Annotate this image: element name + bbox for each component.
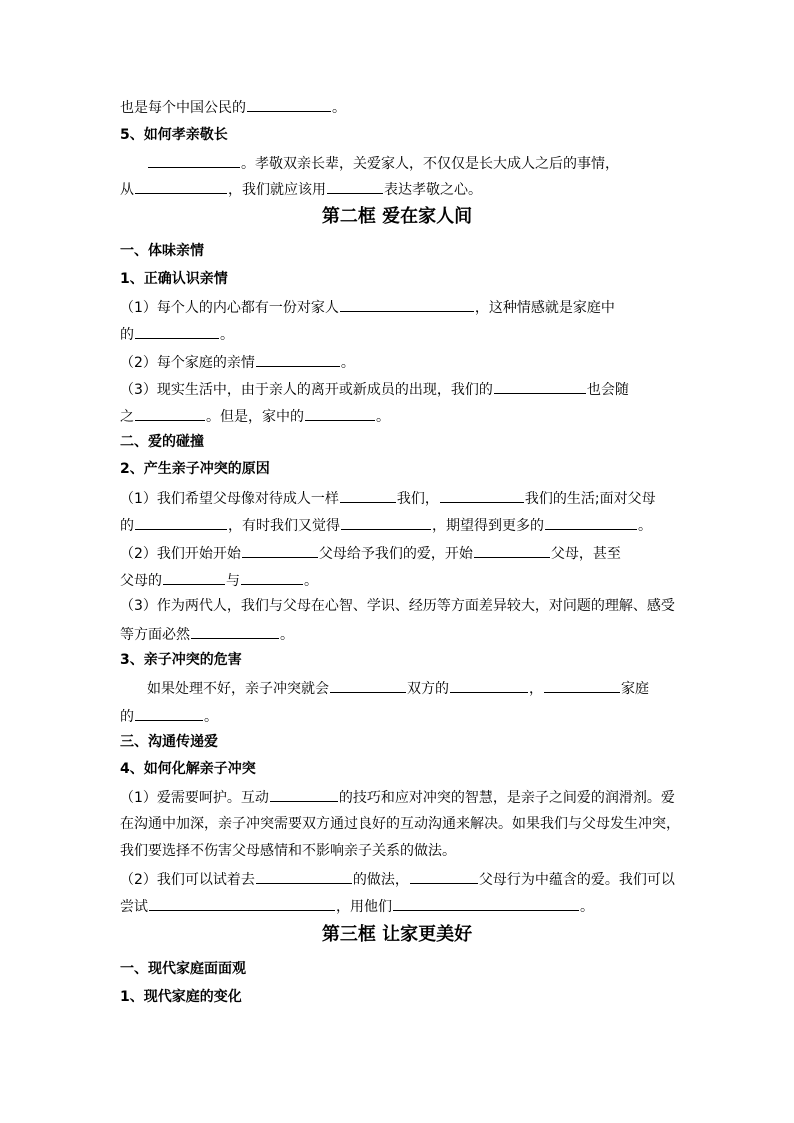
paragraph-line: 从 ，我们就应该用 表达孝敬之心。 [120,179,680,199]
blank[interactable] [163,570,225,585]
blank[interactable] [341,515,431,530]
blank[interactable] [191,624,279,639]
paragraph-line: 的 ，有时我们又觉得 ，期望得到更多的 。 [120,515,680,535]
paragraph-line: 尝试 ，用他们 。 [120,896,680,916]
paragraph-line: 在沟通中加深，亲子冲突需要双方通过良好的互动沟通来解决。如果我们与父母发生冲突， [120,816,680,832]
paragraph-line: （2）我们开始开始 父母给予我们的爱，开始 父母，甚至 [120,543,680,563]
paragraph-line: 的 。 [120,324,680,344]
item-heading: 2、产生亲子冲突的原因 [120,461,270,477]
subsection-heading: 二、爱的碰撞 [120,434,204,450]
blank[interactable] [135,179,227,194]
section-title: 第三框 让家更美好 [321,924,473,945]
paragraph-line: 我们要选择不伤害父母感情和不影响亲子关系的做法。 [120,843,456,859]
blank[interactable] [393,896,579,911]
blank[interactable] [148,153,240,168]
blank[interactable] [247,97,331,112]
blank[interactable] [135,406,205,421]
blank[interactable] [305,406,375,421]
item-heading: 1、现代家庭的变化 [120,989,242,1005]
blank[interactable] [340,488,396,503]
paragraph-line: 等方面必然 。 [120,624,680,644]
paragraph-line: （2）每个家庭的亲情 。 [120,352,680,372]
paragraph-line: 如果处理不好，亲子冲突就会 双方的 ， 家庭 [147,678,707,698]
paragraph-line: 父母的 与 。 [120,570,680,590]
item-heading: 4、如何化解亲子冲突 [120,761,256,777]
blank[interactable] [256,869,352,884]
paragraph-line: （3）作为两代人，我们与父母在心智、学识、经历等方面差异较大，对问题的理解、感受 [120,598,675,614]
paragraph-line: 之 。但是，家中的 。 [120,406,680,426]
subsection-heading: 三、沟通传递爱 [120,734,218,750]
blank[interactable] [450,678,528,693]
blank[interactable] [135,515,227,530]
blank[interactable] [440,488,524,503]
paragraph-line: （1）每个人的内心都有一份对家人 ，这种情感就是家庭中 [120,297,680,317]
blank[interactable] [330,678,406,693]
blank[interactable] [270,787,338,802]
subsection-heading: 一、现代家庭面面观 [120,961,246,977]
blank[interactable] [410,869,478,884]
paragraph-line: （1）我们希望父母像对待成人一样 我们， 我们的生活;面对父母 [120,488,680,508]
paragraph-line: 的 。 [120,706,680,726]
blank[interactable] [256,352,340,367]
item-heading: 3、亲子冲突的危害 [120,652,242,668]
blank[interactable] [135,706,203,721]
paragraph-line: （1）爱需要呵护。互动 的技巧和应对冲突的智慧，是亲子之间爱的润滑剂。爱 [120,787,680,807]
paragraph-line: （3）现实生活中，由于亲人的离开或新成员的出现，我们的 也会随 [120,379,680,399]
blank[interactable] [545,515,637,530]
civic-duty-line: 也是每个中国公民的 。 [120,97,680,117]
blank[interactable] [149,896,335,911]
paragraph-line: （2）我们可以试着去 的做法， 父母行为中蕴含的爱。我们可以 [120,869,680,889]
blank[interactable] [474,543,550,558]
blank[interactable] [544,678,620,693]
blank[interactable] [340,297,474,312]
blank[interactable] [327,179,383,194]
item-heading: 1、正确认识亲情 [120,271,228,287]
item-heading: 5、如何孝亲敬长 [120,127,228,143]
blank[interactable] [494,379,586,394]
paragraph-line: 。孝敬双亲长辈，关爱家人，不仅仅是长大成人之后的事情， [147,153,707,173]
blank[interactable] [135,324,219,339]
section-title: 第二框 爱在家人间 [321,206,473,227]
subsection-heading: 一、体味亲情 [120,243,204,259]
blank[interactable] [241,570,303,585]
blank[interactable] [242,543,318,558]
